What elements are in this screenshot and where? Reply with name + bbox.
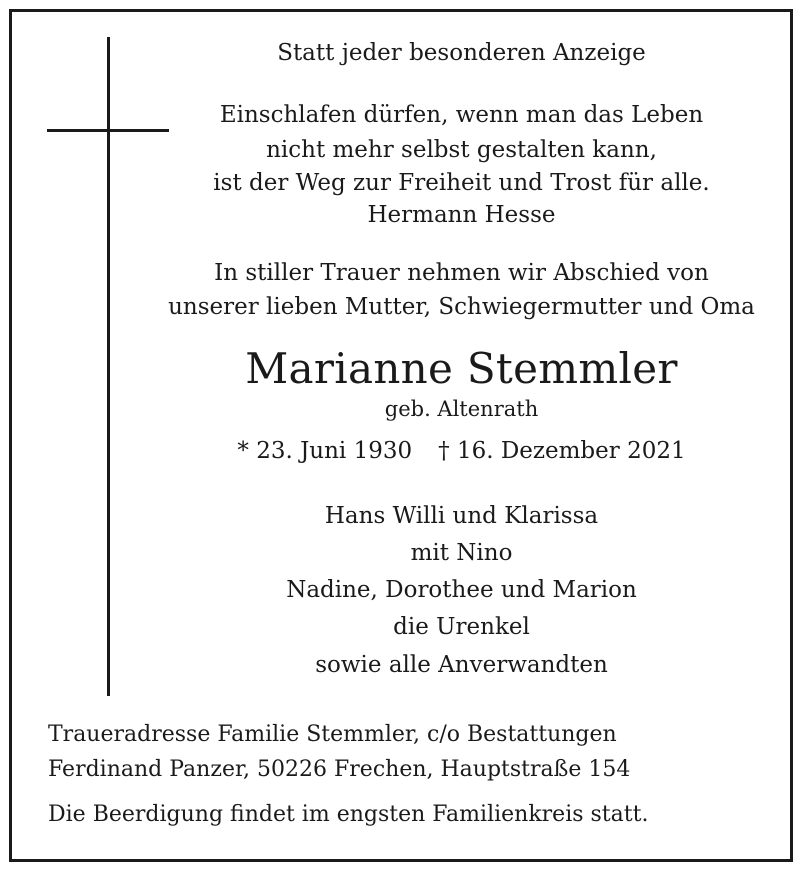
mourner-line: die Urenkel — [393, 614, 530, 640]
quote-author: Hermann Hesse — [367, 202, 556, 228]
address-line: Ferdinand Panzer, 50226 Frechen, Hauptstraße 154 — [48, 757, 631, 782]
birth-name: geb. Altenrath — [384, 397, 539, 421]
mourner-line: Hans Willi und Klarissa — [324, 503, 599, 529]
deceased-name: Marianne Stemmler — [245, 344, 678, 393]
intro-line: In stiller Trauer nehmen wir Abschied von — [214, 260, 709, 286]
intro-line: unserer lieben Mutter, Schwiegermutter und Oma — [168, 294, 755, 320]
cross-icon-horizontal-bar — [47, 129, 169, 132]
address-line: Traueradresse Familie Stemmler, c/o Bestattungen — [48, 722, 617, 747]
death-date: † 16. Dezember 2021 — [438, 438, 686, 464]
notice-heading: Statt jeder besonderen Anzeige — [277, 40, 646, 66]
mourner-line: sowie alle Anverwandten — [315, 652, 608, 678]
birth-date: * 23. Juni 1930 — [237, 438, 413, 464]
quote-line: ist der Weg zur Freiheit und Trost für alle. — [213, 170, 710, 196]
burial-note: Die Beerdigung findet im engsten Familienkreis statt. — [48, 802, 649, 827]
quote-line: Einschlafen dürfen, wenn man das Leben — [219, 102, 704, 128]
life-dates — [160, 436, 763, 466]
mourner-line: Nadine, Dorothee und Marion — [286, 577, 637, 603]
quote-line: nicht mehr selbst gestalten kann, — [266, 137, 657, 163]
mourner-line: mit Nino — [410, 540, 513, 566]
cross-icon-vertical-bar — [107, 37, 110, 696]
